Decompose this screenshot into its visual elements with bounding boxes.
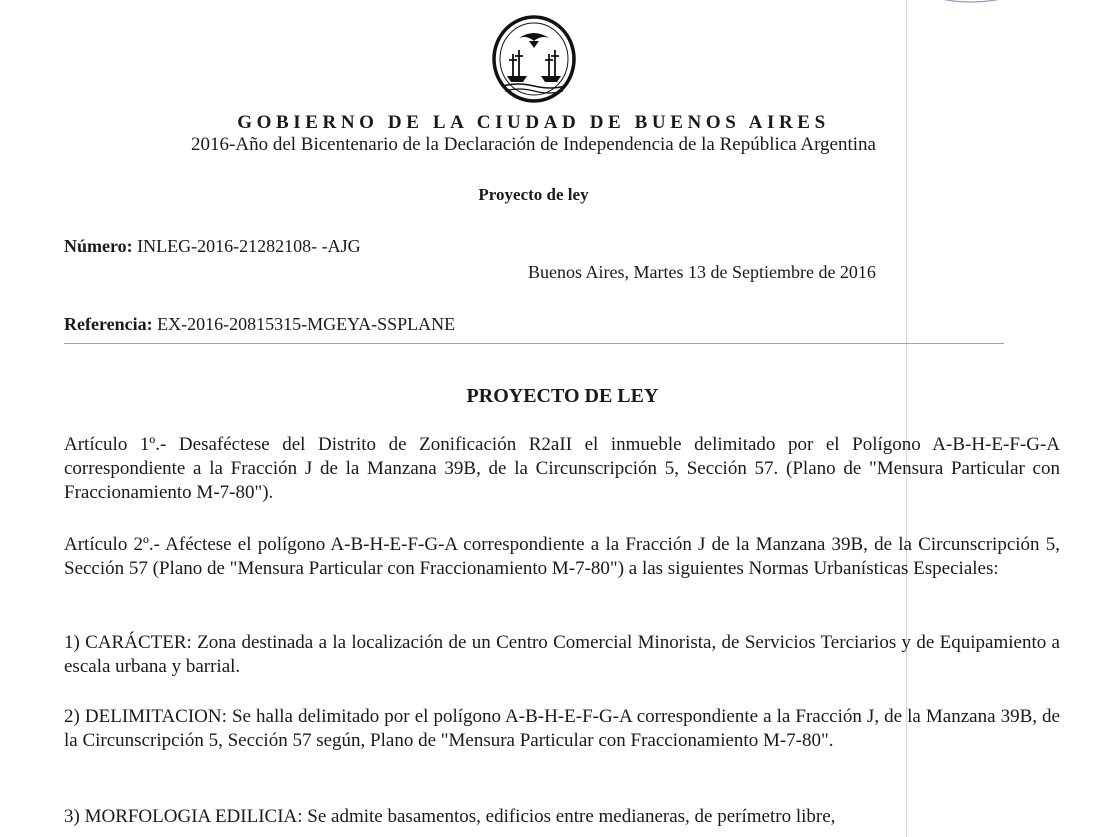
number-label: Número: bbox=[64, 236, 133, 256]
document-number-line bbox=[64, 236, 361, 257]
reference-value: EX-2016-20815315-MGEYA-SSPLANE bbox=[157, 314, 456, 334]
place-date: Buenos Aires, Martes 13 de Septiembre de 2016 bbox=[528, 262, 876, 282]
item-caracter: 1) CARÁCTER: Zona destinada a la localización de un Centro Comercial Minorista, de Servicios Terciarios y de Equipamiento a escala urbana y barrial. bbox=[64, 632, 1060, 677]
separator-rule bbox=[64, 343, 1004, 344]
item-delimitacion: 2) DELIMITACION: Se halla delimitado por el polígono A-B-H-E-F-G-A correspondiente a la Fracción J, de la Manzana 39B, de la Circunscripción 5, Sección 57 según, Plano de "Mensura Particular con Fraccionamiento M-7-80". bbox=[64, 706, 1060, 751]
reference-line bbox=[64, 314, 455, 335]
year-motto: 2016-Año del Bicentenario de la Declaración de Independencia de la República Argentina bbox=[191, 134, 876, 155]
document-type: Proyecto de ley bbox=[478, 185, 589, 204]
stamp-fragment-icon bbox=[918, 0, 1038, 10]
article-2: Artículo 2º.- Aféctese el polígono A-B-H-E-F-G-A correspondiente a la Fracción J de la Manzana 39B, de la Circunscripción 5, Sección 57 (Plano de "Mensura Particular con Fraccionamiento M-7-80") a las siguientes Normas Urbanísticas Especiales: bbox=[64, 534, 1060, 579]
item-morfologia: 3) MORFOLOGIA EDILICIA: Se admite basamentos, edificios entre medianeras, de perímetro libre, bbox=[64, 806, 836, 827]
government-title: GOBIERNO DE LA CIUDAD DE BUENOS AIRES bbox=[237, 112, 830, 133]
number-value: INLEG-2016-21282108- -AJG bbox=[137, 236, 361, 256]
city-seal-icon bbox=[491, 14, 577, 104]
bill-heading: PROYECTO DE LEY bbox=[466, 385, 659, 407]
article-1: Artículo 1º.- Desaféctese del Distrito de Zonificación R2aII el inmueble delimitado por el Polígono A-B-H-E-F-G-A correspondiente a la Fracción J de la Manzana 39B, de la Circunscripción 5, Sección 57. (Plano de "Mensura Particular con Fraccionamiento M-7-80"). bbox=[64, 434, 1060, 503]
reference-label: Referencia: bbox=[64, 314, 153, 334]
